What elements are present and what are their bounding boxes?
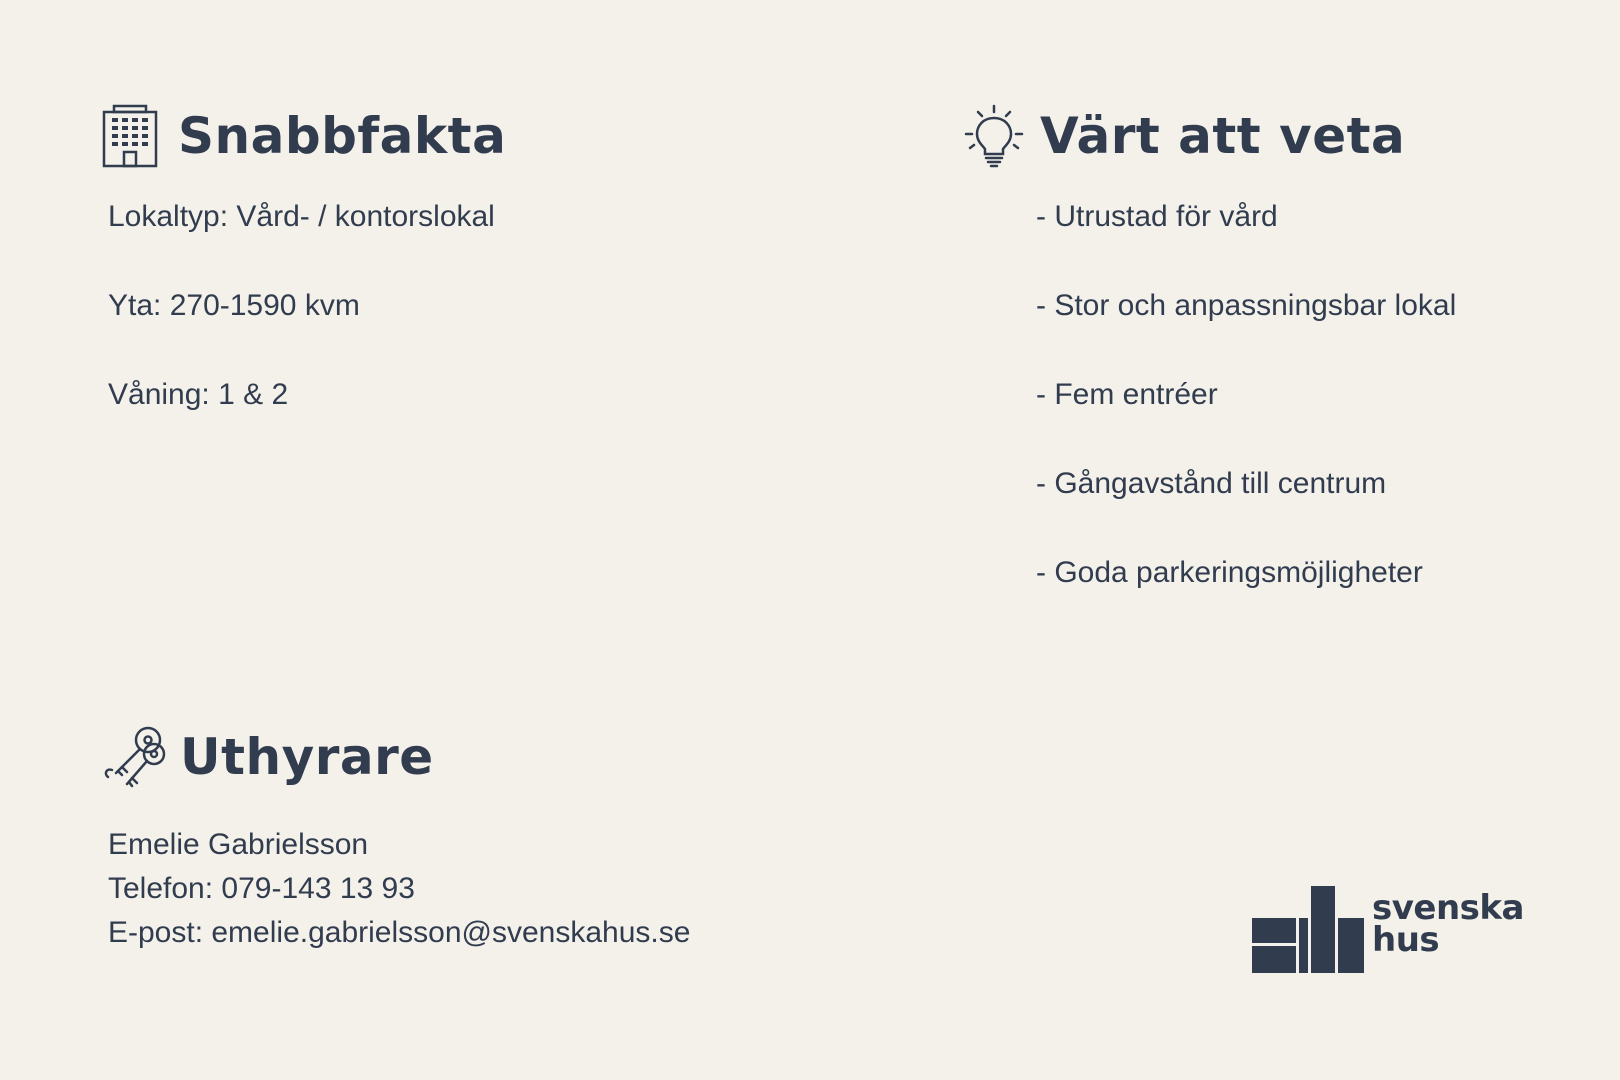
- snabbfakta-heading: [102, 104, 506, 168]
- know-item: - Stor och anpassningsbar lokal: [1036, 289, 1457, 322]
- snabbfakta-list: [108, 200, 495, 467]
- know-item: - Goda parkeringsmöjligheter: [1036, 556, 1423, 589]
- contact-block: [108, 828, 690, 960]
- vart-att-veta-list: [1036, 200, 1456, 645]
- logo-mark-icon: [1252, 886, 1364, 976]
- know-item: - Utrustad för vård: [1036, 200, 1278, 233]
- vart-att-veta-heading: [964, 104, 1405, 168]
- know-item: - Gångavstånd till centrum: [1036, 467, 1387, 500]
- keys-icon: [102, 724, 166, 790]
- logo-wordmark: [1372, 888, 1524, 960]
- contact-email: E-post: emelie.gabrielsson@svenskahus.se: [108, 916, 691, 949]
- know-item: - Fem entréer: [1036, 378, 1218, 411]
- contact-phone: Telefon: 079-143 13 93: [108, 872, 415, 905]
- snabbfakta-title: Snabbfakta: [178, 107, 507, 165]
- logo-line-2: hus: [1372, 920, 1440, 960]
- building-icon: [102, 104, 158, 168]
- uthyrare-title: Uthyrare: [180, 728, 434, 786]
- vart-att-veta-title: Värt att veta: [1040, 107, 1406, 165]
- svenska-hus-logo: [1252, 886, 1522, 976]
- contact-name: Emelie Gabrielsson: [108, 828, 369, 861]
- logo-line-1: svenska: [1372, 888, 1524, 928]
- fact-item: Yta: 270-1590 kvm: [108, 289, 360, 322]
- fact-item: Lokaltyp: Vård- / kontorslokal: [108, 200, 495, 233]
- fact-item: Våning: 1 & 2: [108, 378, 289, 411]
- uthyrare-heading: [102, 724, 434, 790]
- lightbulb-icon: [964, 104, 1024, 168]
